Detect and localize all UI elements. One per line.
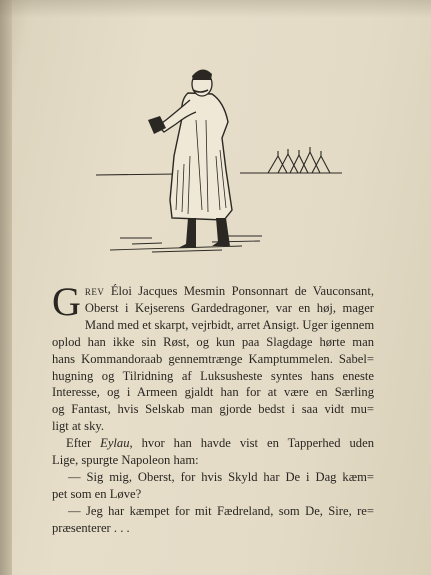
page-shadow [0, 0, 431, 18]
drop-cap: G [52, 279, 81, 324]
text-line: Mand med et skarpt, vejrbidt, arret Ansigt. Uger igennem [84, 317, 375, 332]
text-line: — Sig mig, Oberst, for hvis Skyld har De i Dag kæm= [68, 469, 374, 484]
text-line: rev Éloi Jacques Mesmin Ponsonnart de Vauconsant, [84, 284, 374, 298]
tents-icon [268, 147, 330, 173]
page-gutter [0, 0, 12, 575]
text-line: pet som en Løve? [52, 486, 142, 501]
story-text [52, 279, 375, 537]
officer-reading-illustration-icon [92, 60, 344, 265]
text-line: — Jeg har kæmpet for mit Fædreland, som De, Sire, re= [68, 503, 374, 518]
text-line: præsenterer . . . [52, 520, 130, 535]
text-line: oplod han ikke sin Røst, og kun paa Slagdage hørte man [52, 334, 374, 349]
text-line: ligt at sky. [52, 419, 105, 434]
text-line: Interesse, og i Armeen gjaldt han for at være en Særling [52, 385, 374, 400]
text-line: og Fantast, hvis Selskab man gjorde bedst i saa vidt mu= [52, 402, 374, 417]
text-line: hans Kommandoraab gennemtrængе Kamptummelen. Sabel= [52, 351, 374, 366]
text-line: Lige, spurgte Napoleon ham: [52, 453, 199, 468]
text-line: Efter Eylau, hvor han havde vist en Tapperhed uden [66, 436, 374, 451]
text-line: Oberst i Kejserens Gardedragoner, var en høj, mager [84, 300, 374, 315]
text-line: hugning og Tilridning af Luksusheste syntes hans eneste [52, 368, 374, 383]
